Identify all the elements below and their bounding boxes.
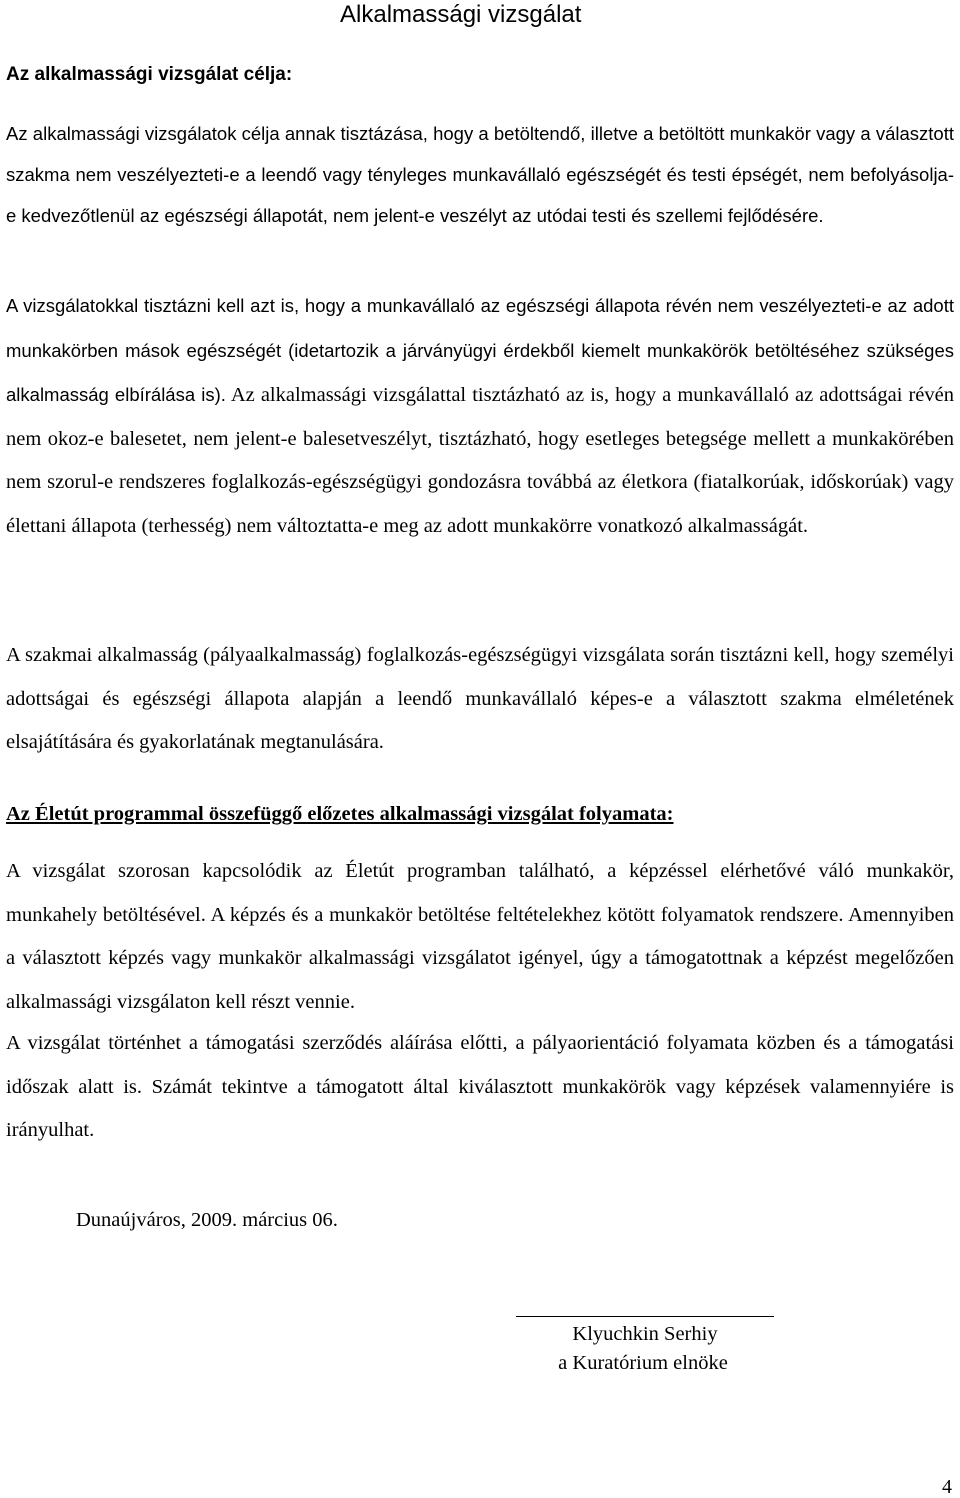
- process-heading: Az Életút programmal összefüggő előzetes alkalmassági vizsgálat folyamata:: [6, 803, 674, 825]
- purpose-heading: Az alkalmassági vizsgálat célja:: [6, 64, 293, 85]
- paragraph-purpose: Az alkalmassági vizsgálatok célja annak tisztázása, hogy a betöltendő, illetve a betöltött munkakör vagy a választott szakma nem veszélyezteti-e a leendő vagy tényleges munkavállaló egészségét és testi épségét, nem befolyásolja-e kedvezőtlenül az egészségi állapotát, nem jelent-e veszélyt az utódai testi és szellemi fejlődésére.: [6, 123, 954, 226]
- paragraph-examination-scope-part-b: Az alkalmassági vizsgálattal tisztázható az is, hogy a munkavállaló az adottságai révén nem okoz-e balesetet, nem jelent-e balesetveszélyt, tisztázható, hogy esetleges betegsége mellett a munkakörében nem szorul-e rendszeres foglalkozás-egészségügyi gondozásra továbbá az életkora (fiatalkorúak, időskorúak) vagy élettani állapota (terhesség) nem változtatta-e meg az adott munkakörre vonatkozó alkalmasságát.: [6, 384, 954, 537]
- page-number: 4: [942, 1476, 952, 1498]
- document-title: Alkalmassági vizsgálat: [340, 1, 582, 28]
- place-date: Dunaújváros, 2009. március 06.: [76, 1209, 338, 1231]
- paragraph-process: A vizsgálat szorosan kapcsolódik az Életút programban található, a képzéssel elérhetővé váló munkakör, munkahely betöltésével. A képzés és a munkakör betöltése feltételekhez kötött folyamatok rendszere. Amennyiben a választott képzés vagy munkakör alkalmassági vizsgálatot igényel, úgy a támogatottnak a képzést megelőzően alkalmassági vizsgálaton kell részt vennie.: [6, 860, 954, 1013]
- signature-line: [516, 1316, 774, 1317]
- paragraph-examination-scope: [6, 284, 954, 549]
- paragraph-timing: A vizsgálat történhet a támogatási szerződés aláírása előtti, a pályaorientáció folyamata közben és a támogatási időszak alatt is. Számát tekintve a támogatott által kiválasztott munkakörök vagy képzések valamennyiére is irányulhat.: [6, 1032, 954, 1142]
- paragraph-professional-aptitude: A szakmai alkalmasság (pályaalkalmasság) foglalkozás-egészségügyi vizsgálata során tisztázni kell, hogy személyi adottságai és egészségi állapota alapján a leendő munkavállaló képes-e a választott szakma elméletének elsajátítására és gyakorlatának megtanulására.: [6, 644, 954, 754]
- signatory-name: Klyuchkin Serhiy: [572, 1323, 718, 1345]
- paragraph-examination-scope-part-a: A vizsgálatokkal tisztázni kell azt is, hogy a munkavállaló az egészségi állapota révén nem veszélyezteti-e az adott munkakörben mások egészségét (idetartozik a járványügyi érdekből kiemelt munkakörök betöltéséhez szükséges alkalmasság elbírálása is).: [6, 295, 954, 406]
- signatory-role: a Kuratórium elnöke: [558, 1352, 728, 1374]
